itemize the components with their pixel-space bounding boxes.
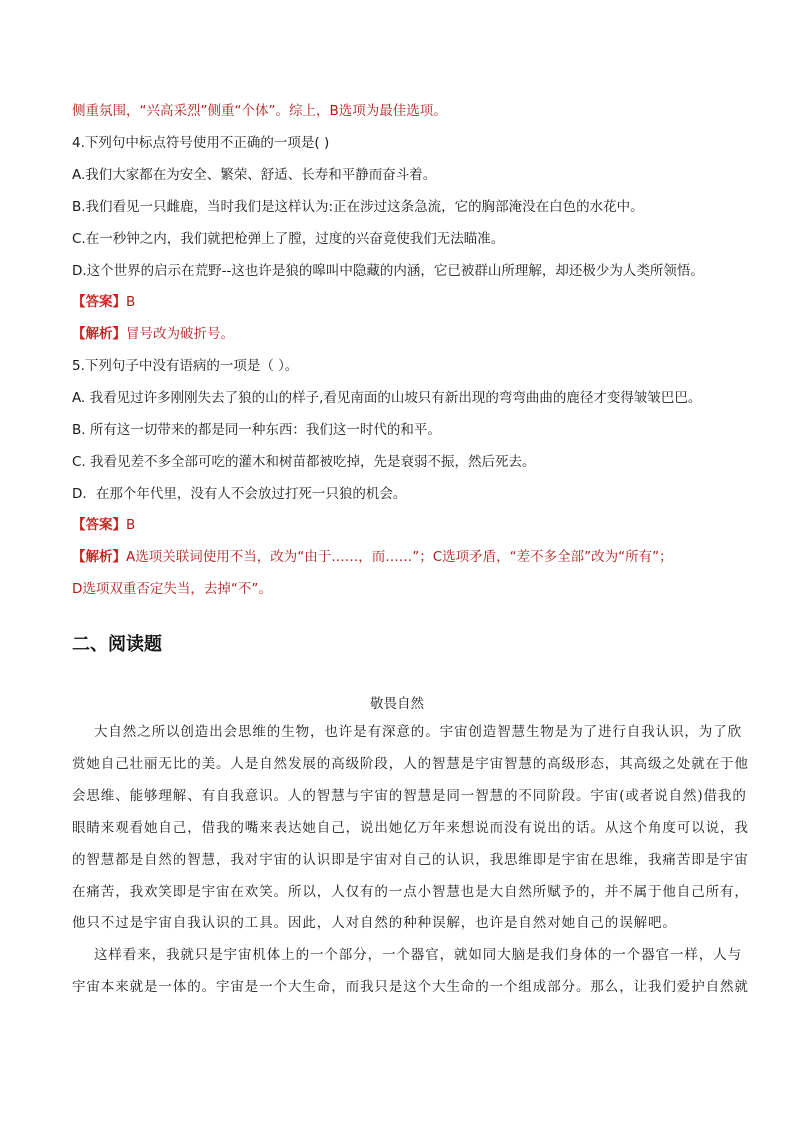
q4-option-c: C.在一秒钟之内，我们就把枪弹上了膛，过度的兴奋竟使我们无法瞄准。 xyxy=(72,231,505,247)
answer-tag: 【答案】 xyxy=(72,517,126,533)
q5-option-b: B. 所有这一切带来的都是同一种东西：我们这一时代的和平。 xyxy=(72,422,441,438)
passage-line: 大自然之所以创造出会思维的生物，也许是有深意的。宇宙创造智慧生物是为了进行自我认识，为了欣 xyxy=(94,724,742,740)
q4-answer xyxy=(72,293,135,311)
q5-analysis xyxy=(72,548,673,566)
q5-analysis-continued: D选项双重否定失当，去掉“不”。 xyxy=(72,581,272,597)
answer-value: B xyxy=(126,517,136,533)
question-4: 4.下列句中标点符号使用不正确的一项是( ) xyxy=(72,135,330,151)
section-heading: 二、阅读题 xyxy=(72,634,162,655)
q5-answer xyxy=(72,516,135,534)
q5-option-d: D．在那个年代里，没有人不会放过打死一只狼的机会。 xyxy=(72,486,407,502)
q4-option-d: D.这个世界的启示在荒野--这也许是狼的嗥叫中隐藏的内涵，它已被群山所理解，却还极少为人类所领悟。 xyxy=(72,263,704,279)
answer-value: B xyxy=(126,294,136,310)
q4-analysis xyxy=(72,325,234,343)
passage-line: 宇宙本来就是一体的。宇宙是一个大生命，而我只是这个大生命的一个组成部分。那么，让我们爱护自然就 xyxy=(72,979,749,995)
passage-line: 他只不过是宇宙自我认识的工具。因此，人对自然的种种误解，也许是自然对她自己的误解吧。 xyxy=(72,915,677,931)
analysis-text: A选项关联词使用不当，改为“由于……，而……”；C选项矛盾，“差不多全部”改为“所有”； xyxy=(126,549,673,565)
passage-line: 眼睛来观看她自己，借我的嘴来表达她自己，说出她亿万年来想说而没有说出的话。从这个角度可以说，我 xyxy=(72,820,749,836)
analysis-text: 冒号改为破折号。 xyxy=(126,326,234,342)
q5-option-a: A. 我看见过许多刚刚失去了狼的山的样子,看见南面的山坡只有新出现的弯弯曲曲的鹿径才变得皱皱巴巴。 xyxy=(72,390,702,406)
question-5: 5.下列句子中没有语病的一项是（ ）。 xyxy=(72,358,299,374)
q4-option-a: A.我们大家都在为安全、繁荣、舒适、长寿和平静而奋斗着。 xyxy=(72,167,437,183)
passage-line: 这样看来，我就只是宇宙机体上的一个部分，一个器官，就如同大脑是我们身体的一个器官一样，人与 xyxy=(94,947,742,963)
passage-line: 会思维、能够理解、有自我意识。人的智慧与宇宙的智慧是同一智慧的不同阶段。宇宙(或者说自然)借我的 xyxy=(72,788,747,804)
passage-line: 的智慧都是自然的智慧，我对宇宙的认识即是宇宙对自己的认识，我思维即是宇宙在思维，我痛苦即是宇宙 xyxy=(72,852,749,868)
passage-title: 敬畏自然 xyxy=(370,696,424,712)
analysis-tag: 【解析】 xyxy=(72,549,126,565)
q4-option-b: B.我们看见一只雌鹿，当时我们是这样认为:正在涉过这条急流，它的胸部淹没在白色的水花中。 xyxy=(72,199,644,215)
answer-tag: 【答案】 xyxy=(72,294,126,310)
analysis-tag: 【解析】 xyxy=(72,326,126,342)
q5-option-c: C. 我看见差不多全部可吃的灌木和树苗都被吃掉，先是衰弱不振，然后死去。 xyxy=(72,454,536,470)
passage-line: 在痛苦，我欢笑即是宇宙在欢笑。所以，人仅有的一点小智慧也是大自然所赋予的，并不属于他自己所有， xyxy=(72,884,749,900)
passage-line: 赏她自己壮丽无比的美。人是自然发展的高级阶段，人的智慧是宇宙智慧的高级形态，其高级之处就在于他 xyxy=(72,756,749,772)
previous-analysis-line: 侧重氛围，“兴高采烈”侧重“个体”。综上，B选项为最佳选项。 xyxy=(72,103,447,119)
